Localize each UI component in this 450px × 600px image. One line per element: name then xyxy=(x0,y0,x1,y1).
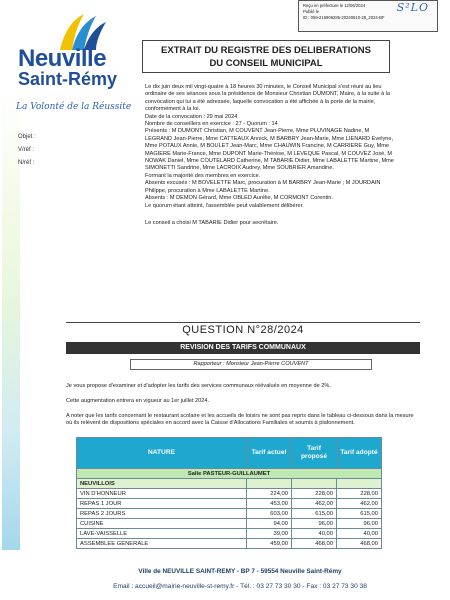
cell-proposed: 40,00 xyxy=(292,529,337,539)
cell-nature: VIN D'HONNEUR xyxy=(77,489,247,499)
header-current: Tarif actuel xyxy=(247,438,292,469)
cell-nature: LAVE-VAISSELLE xyxy=(77,529,247,539)
table-row xyxy=(77,499,382,509)
session-absents: Absents : M DEMON Gérard, Mme OBLED Aurélie, M CORMONT Corentin. xyxy=(145,195,333,202)
cell-adopted: 468,00 xyxy=(337,539,382,549)
logo-motto: La Volonté de la Réussite xyxy=(16,102,132,112)
header-nature: NATURE xyxy=(77,438,247,469)
table-row xyxy=(77,489,382,499)
paragraph-proposal: Je vous propose d'examiner et d'adopter les tarifs des services communaux réévalués en moyenne de 2%. xyxy=(66,383,331,389)
cell-proposed: 468,00 xyxy=(292,539,337,549)
rapporteur-box: Rapporteur : Monsieur Jean-Pierre COUVENT xyxy=(130,359,372,370)
table-row xyxy=(77,529,382,539)
town-logo xyxy=(16,12,136,122)
table-section-row xyxy=(77,469,382,479)
cell-nature: REPAS 1 JOUR xyxy=(77,499,247,509)
cell-current: 459,00 xyxy=(247,539,292,549)
decorative-gradient-bar xyxy=(2,90,20,550)
cell-current: 603,00 xyxy=(247,509,292,519)
label-vref: V/réf : xyxy=(18,147,35,153)
stamp-line-received: Reçu en préfecture le 12/06/2024 xyxy=(303,3,366,8)
label-nref: N/réf : xyxy=(18,160,35,166)
section-salle: Salle PASTEUR-GUILLAUMET xyxy=(77,469,382,479)
table-row xyxy=(77,519,382,529)
cell-current: 94,00 xyxy=(247,519,292,529)
logo-town-line2: Saint-Rémy xyxy=(18,69,118,89)
header-proposed: Tarif proposé xyxy=(292,438,337,469)
cell-current: 453,00 xyxy=(247,499,292,509)
cell-adopted: 228,00 xyxy=(337,489,382,499)
session-quorum: Le quorum étant atteint, l'assemblée peut valablement délibérer. xyxy=(145,202,304,209)
cell-current: 39,00 xyxy=(247,529,292,539)
header-line2: DU CONSEIL MUNICIPAL xyxy=(209,58,323,69)
session-majority: Formant la majorité des membres en exercice. xyxy=(145,172,261,179)
session-convocation: Date de la convocation : 29 mai 2024 xyxy=(145,113,238,120)
session-count: Nombre de conseillers en exercice : 27 - Quorum : 14 xyxy=(145,121,278,128)
question-title: QUESTION N°28/2024 xyxy=(182,324,304,336)
cell-adopted: 40,00 xyxy=(337,529,382,539)
footer-contact: Email : accueil@mairie-neuville-st-remy.fr - Tél. : 03 27 73 30 30 - Fax : 03 27 73 30 38 xyxy=(113,583,367,590)
header-adopted: Tarif adopté xyxy=(337,438,382,469)
subsection-label: NEUVILLOIS xyxy=(77,479,247,489)
table-row xyxy=(77,539,382,549)
cell-nature: ASSEMBLEE GENERALE xyxy=(77,539,247,549)
question-divider xyxy=(66,322,420,323)
question-subject-bar: REVISION DES TARIFS COMMUNAUX xyxy=(66,342,420,354)
cell-proposed: 462,00 xyxy=(292,499,337,509)
table-row xyxy=(77,509,382,519)
stamp-signature: S²LO xyxy=(396,1,429,14)
cell-nature: CUISINE xyxy=(77,519,247,529)
tarifs-table xyxy=(76,437,382,549)
session-intro: Le dix juin deux mil vingt-quatre à 18 heures 30 minutes, le Conseil Municipal s'est réuni au lieu ordinaire de ses séances sous la présidence de Monsieur Christian DUMONT, Maire, à la suite à la convocation qui lui a été adressée, laquelle convocation a été affichée à la porte de la mairie, conformément à la loi. xyxy=(145,84,390,113)
footer-address: Ville de NEUVILLE SAINT-REMY - BP 7 - 59554 Neuville Saint-Rémy xyxy=(138,568,342,575)
cell-proposed: 615,00 xyxy=(292,509,337,519)
stamp-line-published: Publié le xyxy=(303,9,320,14)
label-objet: Objet : xyxy=(18,134,36,140)
session-text xyxy=(145,84,395,227)
cell-proposed: 228,00 xyxy=(292,489,337,499)
session-excuses: Absents excusés : M BOVELETTE Marc, procuration à M BARBRY Jean-Marie ; M JOURDAIN Philippe, procuration à Mme LABALETTE Martine. xyxy=(145,180,381,194)
cell-adopted: 462,00 xyxy=(337,499,382,509)
cell-nature: REPAS 2 JOURS xyxy=(77,509,247,519)
table-subsection-row xyxy=(77,479,382,489)
prefecture-receipt-stamp xyxy=(298,0,438,32)
session-secretary: Le conseil a choisi M TABARIE Didier pour secrétaire. xyxy=(145,219,279,226)
paragraph-effective-date: Cette augmentation entrera en vigueur au 1er juillet 2024. xyxy=(66,398,210,404)
document-header xyxy=(142,40,390,73)
cell-current: 224,00 xyxy=(247,489,292,499)
session-presents: Présents : M DUMONT Christian, M COUVENT Jean-Pierre, Mme PLUVINAGE Nadine, M LEGRAND Jean-Pierre, Mme CATTEAUX Annick, M BARBRY Jean-Marie, Mme LIENARD Evelyne, Mme POTAUX Annie, M BOULET Jean-Marc, Mme CHAUWIN Francine, M CARRIERE Guy, Mme MAGIERE Marie-France, Mme DUPONT Marie-Thérèse, M LEVEQUE Pascal, M COUVEZ José, M NOWAK Daniel, Mme COUTELARD Catherine, M TABARIE Didier, Mme LABALETTE Martine, Mme SIMONETTI Sandrine, Mme LACROIX Audrey, Mme SOUBRIER Amandine. xyxy=(145,128,394,172)
paragraph-note: A noter que les tarifs concernant le restaurant scolaire et les accueils de loisirs ne sont pas repris dans le tableau ci-dessous dans la mesure où ils relèvent de dispositions spéciales en accord avec la Caisse d'Allocations Familiales et soumis à plafonnement. xyxy=(66,413,414,426)
cell-adopted: 615,00 xyxy=(337,509,382,519)
cell-adopted: 96,00 xyxy=(337,519,382,529)
cell-proposed: 96,00 xyxy=(292,519,337,529)
stamp-line-id: ID : 059-215906285-20240610-28_2024-BF xyxy=(303,15,385,20)
table-header-row xyxy=(77,438,382,469)
header-line1: EXTRAIT DU REGISTRE DES DELIBERATIONS xyxy=(161,45,371,56)
logo-town-line1: Neuville xyxy=(18,45,107,72)
